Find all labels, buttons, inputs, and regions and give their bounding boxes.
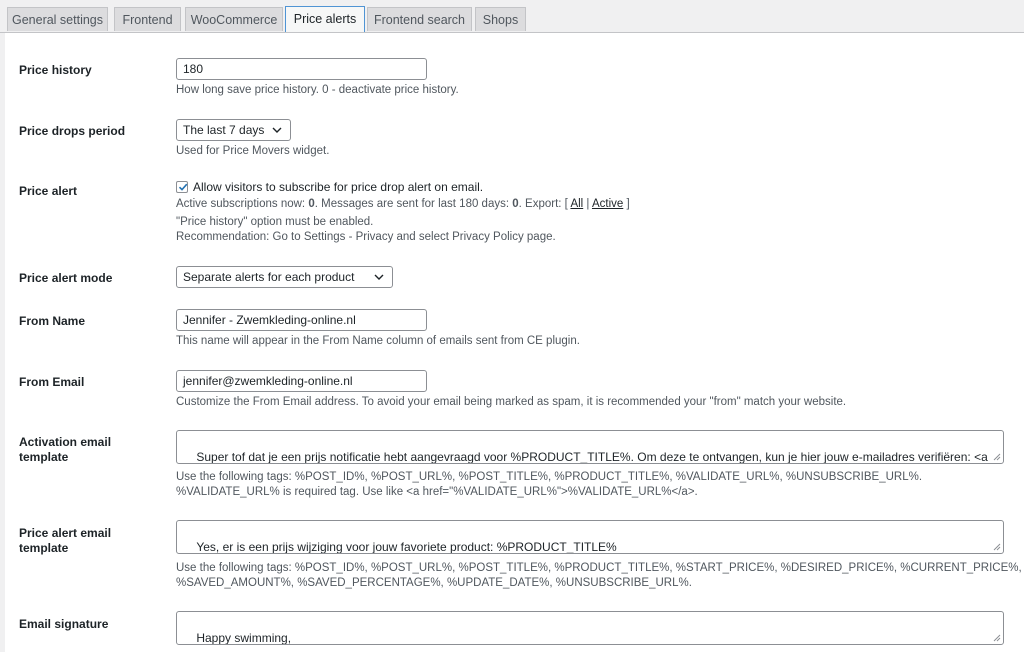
resize-grip-icon[interactable] — [993, 453, 1001, 461]
email-signature-value: Happy swimming, — [196, 631, 292, 645]
active-subscriptions-count: 0 — [308, 198, 315, 210]
checkmark-icon — [177, 181, 189, 193]
export-separator: | — [583, 198, 592, 210]
tab-shops[interactable]: Shops — [475, 7, 526, 31]
from-name-input[interactable]: Jennifer - Zwemkleding-online.nl — [176, 309, 427, 331]
stats-mid: . Messages are sent for last 180 days: — [314, 198, 513, 210]
sent-messages-count: 0 — [512, 198, 519, 210]
from-email-input[interactable]: jennifer@zwemkleding-online.nl — [176, 370, 427, 392]
from-email-label: From Email — [19, 375, 85, 389]
activation-template-value: Super tof dat je een prijs notificatie hebt aangevraagd voor %PRODUCT_TITLE%. Om deze te ontvangen, kun je hier jouw e-mailadres verifiëren: <a — [196, 450, 988, 464]
alert-template-textarea[interactable] — [176, 520, 1004, 554]
from-name-description: This name will appear in the From Name column of emails sent from CE plugin. — [176, 335, 580, 347]
from-email-description: Customize the From Email address. To avoid your email being marked as spam, it is recommended your "from" match your website. — [176, 396, 847, 408]
price-alert-checkbox[interactable] — [176, 181, 188, 193]
export-end: ] — [623, 198, 630, 210]
chevron-down-icon — [373, 270, 385, 284]
stats-prefix: Active subscriptions now: — [176, 198, 309, 210]
export-all-link[interactable]: All — [570, 198, 584, 210]
alert-template-tags-continued: %SAVED_AMOUNT%, %SAVED_PERCENTAGE%, %UPDATE_DATE%, %UNSUBSCRIBE_URL%. — [176, 577, 692, 589]
price-drops-period-select[interactable] — [176, 119, 291, 141]
price-history-label: Price history — [19, 63, 92, 77]
price-alert-note-privacy: Recommendation: Go to Settings - Privacy and select Privacy Policy page. — [176, 231, 556, 243]
tab-general-settings[interactable]: General settings — [7, 7, 108, 31]
resize-grip-icon[interactable] — [993, 543, 1001, 551]
price-alert-note-history: "Price history" option must be enabled. — [176, 216, 374, 228]
tab-price-alerts[interactable]: Price alerts — [285, 6, 365, 32]
tab-frontend[interactable]: Frontend — [114, 7, 181, 31]
alert-template-value: Yes, er is een prijs wijziging voor jouw favoriete product: %PRODUCT_TITLE% — [196, 540, 617, 554]
tab-woocommerce[interactable]: WooCommerce — [185, 7, 283, 31]
from-name-label: From Name — [19, 314, 86, 328]
activation-template-note: %VALIDATE_URL% is required tag. Use like <a href="%VALIDATE_URL%">%VALIDATE_URL%</a>. — [176, 486, 698, 498]
price-history-input[interactable]: 180 — [176, 58, 427, 80]
settings-panel — [5, 33, 1024, 652]
price-history-description: How long save price history. 0 - deactivate price history. — [176, 84, 459, 96]
stats-export: . Export: [ — [518, 198, 571, 210]
activation-template-textarea[interactable] — [176, 430, 1004, 464]
activation-template-tags: Use the following tags: %POST_ID%, %POST_URL%, %POST_TITLE%, %PRODUCT_TITLE%, %VALIDATE_URL%, %UNSUBSCRIBE_URL%. — [176, 471, 923, 483]
price-drops-period-label: Price drops period — [19, 124, 126, 138]
alert-template-tags: Use the following tags: %POST_ID%, %POST_URL%, %POST_TITLE%, %PRODUCT_TITLE%, %START_PRICE%, %DESIRED_PRICE%, %CURRENT_PRICE%, — [176, 562, 1022, 574]
settings-tabs — [0, 0, 1024, 33]
activation-template-label: Activation email template — [19, 435, 112, 464]
price-alert-label: Price alert — [19, 184, 78, 198]
alert-template-label: Price alert email template — [19, 526, 112, 555]
price-alert-mode-select[interactable] — [176, 266, 393, 288]
price-drops-period-value: The last 7 days — [183, 123, 265, 137]
email-signature-textarea[interactable] — [176, 611, 1004, 645]
price-alert-mode-value: Separate alerts for each product — [183, 270, 355, 284]
export-active-link[interactable]: Active — [591, 198, 624, 210]
price-alert-checkbox-label[interactable]: Allow visitors to subscribe for price drop alert on email. — [193, 180, 484, 194]
tab-frontend-search[interactable]: Frontend search — [367, 7, 472, 31]
price-alert-mode-label: Price alert mode — [19, 271, 113, 285]
email-signature-label: Email signature — [19, 617, 109, 631]
resize-grip-icon[interactable] — [993, 634, 1001, 642]
price-drops-period-description: Used for Price Movers widget. — [176, 145, 330, 157]
price-alert-stats — [176, 197, 630, 212]
chevron-down-icon — [271, 123, 283, 137]
